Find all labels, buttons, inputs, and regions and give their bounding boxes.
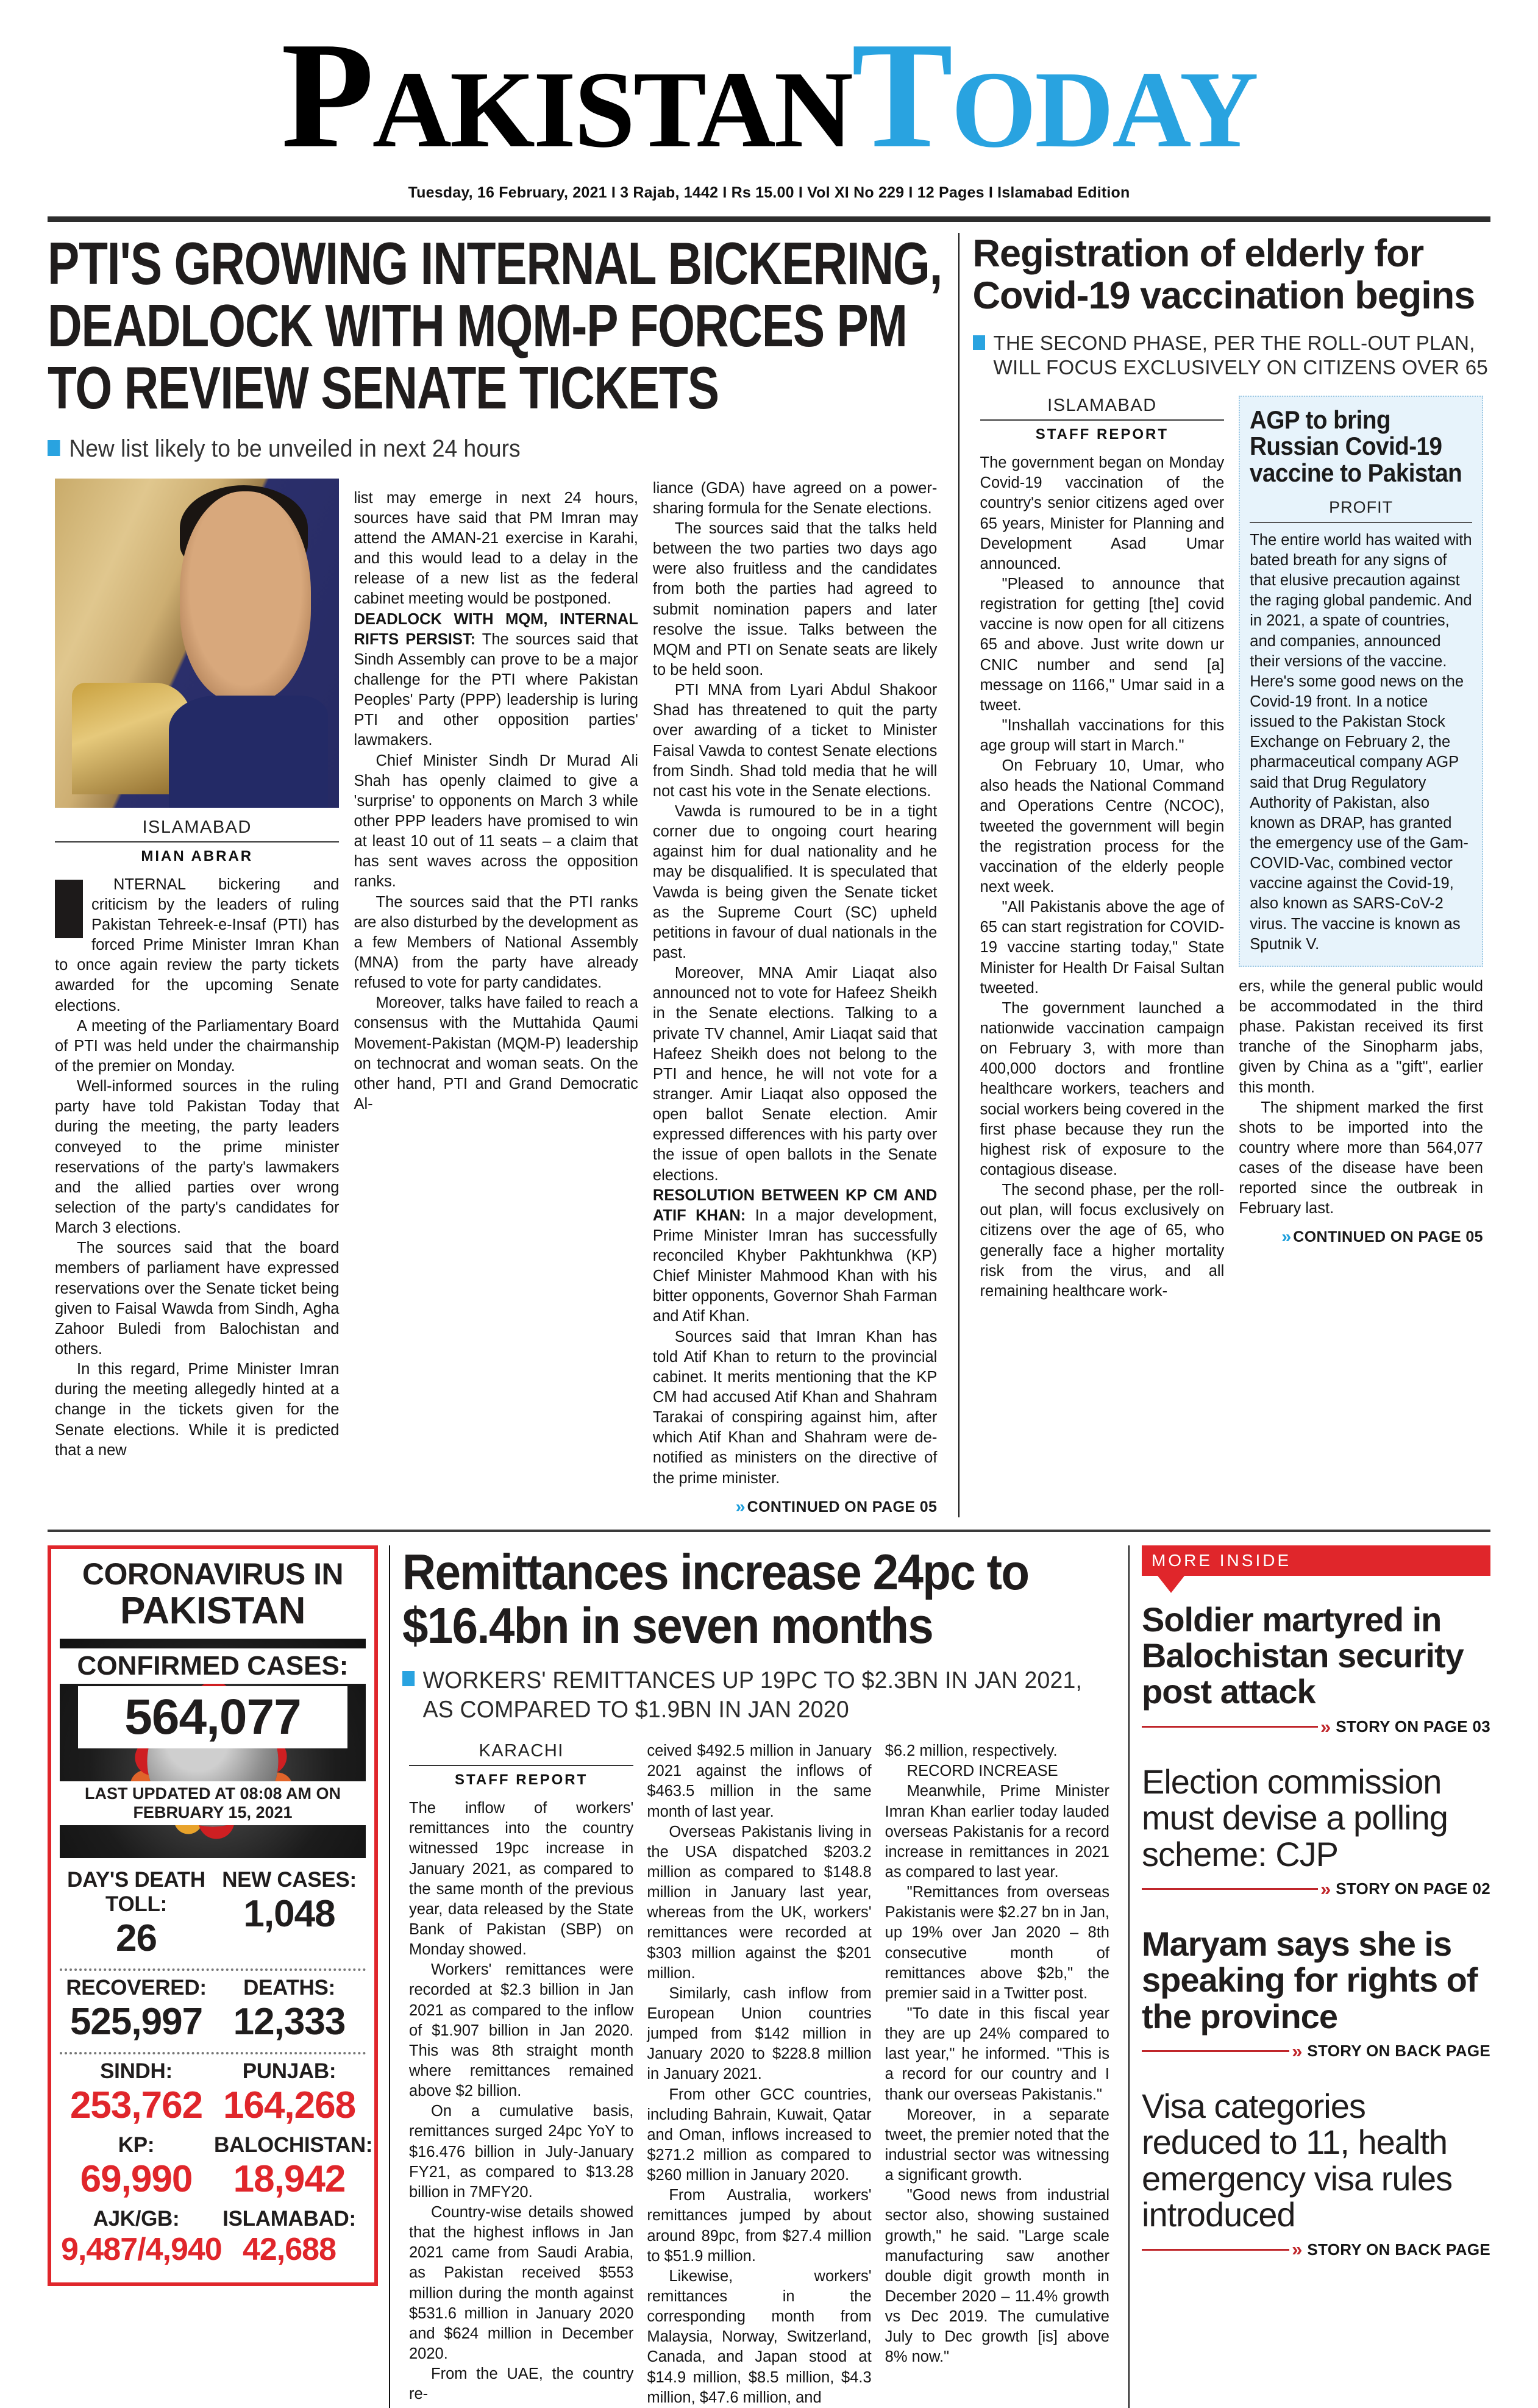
stat-label: BALOCHISTAN:: [214, 2132, 373, 2157]
covid-p5: "All Pakistanis above the age of 65 can start registration for COVID-19 vaccine starting today," State Minister for Health Dr Faisal Sultan tweeted.: [980, 899, 1225, 997]
rem-c2-p1: ceived $492.5 million in January 2021 against the inflows of $463.5 million in the same month of last year.: [647, 1742, 872, 1820]
more-inside-link[interactable]: [1142, 1716, 1490, 1738]
lead-c2-p3: Chief Minister Sindh Dr Murad Ali Shah has openly claimed to give a 'surprise' to opponents on March 3 while other PPP leaders have promised to win at least 10 out of 11 seats – a claim that has sent waves across the opposition ranks.: [354, 752, 638, 891]
rem-c3-subhead: RECORD INCREASE: [906, 1762, 1058, 1780]
remittances-column-2: [640, 1741, 878, 2408]
stat-label: DEATHS:: [243, 1975, 335, 2000]
lead-c2-p5: Moreover, talks have failed to reach a consensus with the Muttahida Qaumi Movement-Pakistan (MQM-P) leadership on technocrat and woman seats. On the other hand, PTI and Grand Democratic Al-: [354, 994, 638, 1113]
stat-cell: [213, 2057, 366, 2131]
remittances-kicker: [402, 1666, 1115, 1726]
remittances-body-col1: [409, 1798, 633, 2404]
lead-column-3: [646, 479, 944, 1517]
lead-column-2: [346, 479, 645, 1517]
rem-c2-p3: Similarly, cash inflow from European Union countries jumped from $142 million in January 2020 to $228.8 million in January 2021.: [647, 1984, 872, 2083]
covid-kicker-text: THE SECOND PHASE, PER THE ROLL-OUT PLAN, WILL FOCUS EXCLUSIVELY ON CITIZENS OVER 65: [993, 331, 1489, 379]
lead-c3-p1: liance (GDA) have agreed on a power-sharing formula for the Senate elections.: [652, 479, 938, 517]
stat-label: DAY'S DEATH TOLL:: [67, 1867, 205, 1916]
lead-c3-p2: The sources said that the talks held between the two parties two days ago were also fruitless and the candidates from both the parties had agreed to submit nomination papers and later resolve the issue. Talks between the MQM and PTI on Senate seats are likely to be held soon.: [652, 520, 938, 679]
stat-label: ISLAMABAD:: [223, 2206, 356, 2231]
covid-p8: ers, while the general public would be accommodated in the third phase. Pakistan received its first tranche of the Sinopharm jabs, given by China as a "gift", earlier this month.: [1239, 977, 1483, 1096]
stat-cell: [213, 1973, 366, 2047]
lead-body-col1: [55, 875, 339, 1461]
lead-c2-p2: DEADLOCK WITH MQM, INTERNAL RIFTS PERSIST: The sources said that Sindh Assembly can prove to be a major challenge for the PTI where Pakistan Peoples' Party (PPP) leadership is luring PTI and other opposition parties' lawmakers.: [354, 610, 638, 749]
remittances-column-1: [402, 1741, 640, 2408]
covid-headline[interactable]: Registration of elderly for Covid-19 vaccination begins: [972, 232, 1475, 318]
virus-graphic: [60, 1639, 366, 1858]
link-line: [1142, 1888, 1318, 1890]
rem-c3-p1: $6.2 million, respectively.: [885, 1742, 1058, 1760]
more-inside-link-text: STORY ON PAGE 02: [1336, 1879, 1490, 1898]
rem-c2-p2: Overseas Pakistanis living in the USA dispatched $203.2 million as compared to $148.8 million in January last year, whereas from the UK, workers' remittances were recorded at $303 million against the $201 million.: [647, 1823, 872, 1982]
lead-p5: In this regard, Prime Minister Imran during the meeting allegedly hinted at a change in the tickets given for the Senate elections. While it is predicted that a new: [55, 1361, 340, 1459]
confirmed-cases-value: 564,077: [78, 1686, 347, 1748]
lead-dateline: [55, 818, 339, 865]
covid-p1: The government began on Monday Covid-19 vaccination of the country's senior citizens aged over 65 years, Minister for Planning and Development Asad Umar announced.: [980, 454, 1225, 572]
covid-body-col2: [1239, 977, 1483, 1219]
more-inside-item[interactable]: [1142, 1601, 1490, 1738]
remittances-byline: STAFF REPORT: [455, 1772, 588, 1789]
top-stories-block: [48, 230, 1490, 1517]
confirmed-cases-label: CONFIRMED CASES:: [60, 1648, 366, 1684]
rem-c3-p5: Moreover, in a separate tweet, the premier noted that the industrial sector was witnessing a significant growth.: [885, 2106, 1109, 2184]
more-inside-title[interactable]: Visa categories reduced to 11, health emergency visa rules introduced: [1142, 2086, 1453, 2234]
lead-c2-subhead: DEADLOCK WITH MQM, INTERNAL RIFTS PERSIST:: [354, 610, 638, 648]
agp-sidebar-box: [1239, 396, 1483, 967]
last-updated-text: LAST UPDATED AT 08:08 AM ON FEBRUARY 15, 2021: [60, 1781, 366, 1825]
covid-p9: The shipment marked the first shots to be imported into the country where more than 564,077 cases of the disease have been reported since the outbreak in February last.: [1239, 1099, 1483, 1217]
chevron-right-icon: »: [1292, 2239, 1298, 2260]
lead-c3-p7: Sources said that Imran Khan has told Atif Khan to return to the provincial cabinet. It merits mentioning that the KP CM had accused Atif Khan and Shahram Tarakai of conspiring against him, after which Atif Khan and Shahram were de-notified as ministers on the directive of the prime minister.: [652, 1328, 938, 1487]
stat-cell: [60, 1865, 213, 1964]
stat-value: 9,487/4,940: [61, 2231, 222, 2267]
stat-label: KP:: [118, 2132, 155, 2157]
stat-cell: [60, 2131, 213, 2204]
stat-divider: [60, 1968, 366, 1971]
covid-continued-text: CONTINUED ON PAGE 05: [1293, 1228, 1483, 1246]
stat-cell: [213, 2204, 366, 2271]
stat-value: 26: [116, 1917, 157, 1959]
more-inside-panel: [1130, 1545, 1490, 2408]
lead-kicker-text: New list likely to be unveiled in next 24 hours: [69, 435, 521, 462]
lead-continued-text: CONTINUED ON PAGE 05: [747, 1498, 938, 1516]
remittances-body-col2: [647, 1741, 871, 2408]
lead-city: ISLAMABAD: [55, 818, 339, 842]
remittances-dateline: [409, 1741, 633, 1789]
rem-c3-p2: Meanwhile, Prime Minister Imran Khan earlier today lauded overseas Pakistanis for a record increase in remittances in 2021 as compared to last year.: [885, 1783, 1109, 1881]
remittances-headline[interactable]: Remittances increase 24pc to $16.4bn in seven months: [402, 1543, 1029, 1654]
rem-c2-p4: From other GCC countries, including Bahrain, Kuwait, Qatar and Oman, inflows increased to $271.2 million as compared to $260 million in January 2020.: [647, 2086, 872, 2184]
covid-continued-link[interactable]: [1239, 1227, 1483, 1247]
lead-p4: The sources said that the board members of parliament have expressed reservations over the Senate ticket being given to Faisal Wawda from Sindh, Agha Zahoor Buledi from Balochistan and others.: [55, 1239, 340, 1358]
stat-value: 1,048: [243, 1892, 335, 1935]
stat-cell: [60, 1973, 213, 2047]
stat-label: PUNJAB:: [242, 2059, 336, 2083]
rem-c1-p3: On a cumulative basis, remittances surged 24pc YoY to $16.476 billion in July-January FY21, as compared to $13.28 billion in 7MFY20.: [409, 2103, 634, 2201]
covid-dateline: [980, 396, 1225, 443]
chevron-right-icon: »: [1320, 1715, 1326, 1737]
lead-column-1: [48, 479, 346, 1517]
chevron-right-icon: »: [1320, 1878, 1326, 1900]
covid-column-1: [973, 396, 1232, 1302]
corona-title-line1: CORONAVIRUS IN: [82, 1556, 344, 1591]
rem-c3-p6: "Good news from industrial sector also, showing sustained growth," he said. "Large scale manufacturing saw another double digit growth month in December 2020 – 11.4% growth vs Dec 2019. The cumulative July to Dec growth [is] above 8% now.": [885, 2187, 1109, 2366]
stat-value: 18,942: [233, 2157, 346, 2200]
covid-p4: On February 10, Umar, who also heads the National Command and Operations Centre (NCOC), tweeted the government will begin the registration process for the vaccination of the elderly people next week.: [980, 757, 1225, 896]
covid-kicker: [973, 331, 1490, 380]
rem-c1-p4: Country-wise details showed that the highest inflows in Jan 2021 came from Saudi Arabia, as Pakistan received $553 million during the month against $531.6 million in January 2020 and $624 million in December 2020.: [409, 2204, 634, 2362]
face-shape: [180, 491, 311, 702]
stat-label: RECOVERED:: [66, 1975, 207, 2000]
chevron-right-icon: »: [735, 1497, 741, 1517]
rem-c3-p3: "Remittances from overseas Pakistanis were $2.27 bn in Jan, up 19% over Jan 2020 – 8th consecutive month of remittances above $2b," the premier said in a Twitter post.: [885, 1884, 1109, 2002]
vest-shape: [169, 696, 328, 808]
lead-c3-subhead: RESOLUTION BETWEEN KP CM AND ATIF KHAN:: [652, 1186, 938, 1224]
covid-city: ISLAMABAD: [980, 396, 1225, 421]
remittances-column-3: [878, 1741, 1116, 2408]
stat-cell: [213, 1865, 366, 1964]
corona-title-line2: PAKISTAN: [120, 1589, 305, 1632]
covid-body-col1: [980, 453, 1225, 1302]
rem-c1-p1: The inflow of workers' remittances into the country witnessed 19pc increase in January 2021, as compared to the same month of the previous year, data released by the State Bank of Pakistan (SBP) on Monday showed.: [409, 1800, 634, 1959]
imran-khan-photo: [55, 479, 339, 808]
lead-p1: NTERNAL bickering and criticism by the leaders of ruling Pakistan Tehreek-e-Insaf (PTI) has forced Prime Minister Imran Khan to once again review the party tickets awarded for the upcoming Senate elections.: [55, 875, 340, 1014]
corona-stats-grid: [60, 1865, 373, 2271]
more-inside-link[interactable]: [1142, 2239, 1490, 2260]
stat-value: 164,268: [223, 2084, 356, 2126]
bullet-square-icon: [48, 440, 60, 456]
masthead-today: TODAY: [851, 11, 1257, 180]
bullet-square-icon: [973, 335, 985, 350]
lead-story: [48, 230, 959, 1517]
lead-c3-p4: Vawda is rumoured to be in a tight corner due to ongoing court hearing against him for dual nationality and he may be disqualified. It is speculated that Vawda is being given the Senate ticket as the Supreme Court (SC) upheld petitions in favour of dual nationals in the past.: [652, 802, 938, 961]
stat-label: NEW CASES:: [222, 1867, 357, 1892]
link-line: [1142, 1726, 1318, 1728]
more-inside-item[interactable]: [1142, 1926, 1490, 2062]
covid-byline: STAFF REPORT: [1035, 426, 1169, 443]
masthead: [48, 0, 1490, 202]
remittances-city: KARACHI: [409, 1741, 633, 1766]
covid-p6: The government launched a nationwide vaccination campaign on February 3, with more than 400,000 doctors and frontline healthcare workers, teachers and social workers being covered in the first phase because they run the highest risk of exposure to the contagious disease.: [980, 999, 1225, 1179]
remittances-story: [389, 1545, 1130, 2408]
lead-c2-p4: The sources said that the PTI ranks are also disturbed by the development as a few Members of National Assembly (MNA) from the party have already refused to vote for party candidates.: [354, 893, 638, 992]
agp-source: PROFIT: [1250, 498, 1472, 523]
stat-label: AJK/GB:: [93, 2206, 180, 2231]
coronavirus-panel: [48, 1545, 378, 2286]
lead-c2-p1: list may emerge in next 24 hours, sources have said that PM Imran may attend the AMAN-21 exercise in Karahi, and this would lead to a delay in the release of a new list as the federal cabinet meeting would be postponed.: [354, 489, 638, 608]
chevron-right-icon: »: [1292, 2040, 1298, 2062]
lead-c3-p3: PTI MNA from Lyari Abdul Shakoor Shad has threatened to quit the party over awarding of a ticket to Minister Faisal Vawda to contest Senate elections from Sindh. Shad told media that he will not cast his vote in the Senate elections.: [652, 682, 938, 800]
coronavirus-panel-wrapper: [48, 1545, 389, 2408]
rem-c1-p2: Workers' remittances were recorded at $2.3 billion in Jan 2021 as compared to the inflow of $1.907 billion in Jan 2020. This was 8th straight month where remittances remained above $2 billion.: [409, 1961, 634, 2100]
masthead-divider: [48, 216, 1490, 222]
more-inside-title[interactable]: Soldier martyred in Balochistan security post attack: [1142, 1600, 1464, 1711]
lead-headline[interactable]: PTI'S GROWING INTERNAL BICKERING, DEADLOCK WITH MQM-P FORCES PM TO REVIEW SENATE TICKETS: [48, 230, 942, 421]
more-inside-title[interactable]: Election commission must devise a polling scheme: CJP: [1142, 1762, 1448, 1873]
more-inside-link-text: STORY ON PAGE 03: [1336, 1717, 1490, 1736]
agp-body: The entire world has waited with bated breath for any signs of that elusive precaution against the raging global pandemic. And in 2021, a spate of countries, and companies, announced their versions of the vaccine. Here's some good news on the Covid-19 front. In a notice issued to the Pakistan Stock Exchange on February 2, the pharmaceutical company AGP said that Drug Regulatory Authority of Pakistan, also known as DRAP, has granted the emergency use of the Gam-COVID-Vac, combined vector vaccine against the Covid-19, also known as SARS-CoV-2 virus. The vaccine is known as Sputnik V.: [1250, 531, 1472, 953]
lead-body-col3: [653, 479, 937, 1489]
drop-cap: [55, 880, 83, 938]
stat-cell: [60, 2057, 213, 2131]
rem-c3-p4: "To date in this fiscal year they are up 24% compared to last year," he informed. "This is a record for our country and I thank our overseas Pakistanis.": [885, 2005, 1109, 2103]
bottom-block: [48, 1545, 1490, 2408]
more-inside-link[interactable]: [1142, 2040, 1490, 2062]
covid-p3: "Inshallah vaccinations for this age group will start in March.": [980, 716, 1225, 755]
stat-value: 525,997: [69, 2000, 203, 2043]
lead-p2: A meeting of the Parliamentary Board of PTI was held under the chairmanship of the premier on Monday.: [55, 1017, 340, 1075]
lead-story-columns: [48, 479, 945, 1517]
covid-column-2: [1231, 396, 1490, 1302]
link-line: [1142, 2249, 1289, 2251]
lead-kicker: [48, 435, 940, 463]
remittances-columns: [402, 1741, 1116, 2408]
chevron-right-icon: »: [1281, 1227, 1287, 1247]
remittances-body-col3: [885, 1741, 1109, 2367]
covid-story: [959, 233, 1490, 1517]
link-line: [1142, 2050, 1289, 2052]
section-divider: [48, 1530, 1490, 1532]
stat-cell: [60, 2204, 222, 2271]
covid-p7: The second phase, per the roll-out plan, will focus exclusively on citizens over the age of 65, who generally face a higher mortality risk from the virus, and all remaining healthcare work-: [980, 1181, 1225, 1300]
stat-label: SINDH:: [100, 2059, 173, 2083]
masthead-pakistan: PAKISTAN: [281, 11, 852, 180]
bullet-square-icon: [402, 1671, 415, 1686]
more-inside-link-text: STORY ON BACK PAGE: [1307, 2042, 1490, 2061]
more-inside-title[interactable]: Maryam says she is speaking for rights of the province: [1142, 1924, 1478, 2036]
stat-value: 69,990: [80, 2157, 193, 2200]
lead-continued-link[interactable]: [653, 1497, 937, 1517]
masthead-dateline: Tuesday, 16 February, 2021 I 3 Rajab, 1442 I Rs 15.00 I Vol XI No 229 I 12 Pages I Islamabad Edition: [408, 184, 1130, 201]
rem-c2-p6: Likewise, workers' remittances in the corresponding month from Malaysia, Norway, Switzerland, Canada, and Japan stood at $14.9 million, $8.5 million, $4.3 million, $47.6 million, and: [647, 2267, 872, 2406]
agp-title[interactable]: AGP to bring Russian Covid-19 vaccine to Pakistan: [1250, 405, 1462, 487]
rem-c1-p5: From the UAE, the country re-: [409, 2365, 634, 2403]
stat-value: 12,333: [233, 2000, 346, 2043]
stat-cell: [213, 2131, 373, 2204]
stat-divider: [60, 2052, 366, 2054]
rem-c2-p5: From Australia, workers' remittances jumped by about around 89pc, from $27.4 million to $51.9 million.: [647, 2187, 872, 2265]
lead-c3-p5: Moreover, MNA Amir Liaqat also announced not to vote for Hafeez Sheikh in the Senate elections. Talking to a private TV channel, Amir Liaqat said that Hafeez Sheikh does not belong to the PTI and hence, he will not vote for a stranger. Amir Liaqat also opposed the open ballot Senate election. Amir expressed differences with his party over the issue of open ballots in the Senate elections.: [652, 964, 938, 1184]
more-inside-link-text: STORY ON BACK PAGE: [1307, 2240, 1490, 2259]
masthead-title: [48, 11, 1490, 180]
more-inside-item[interactable]: [1142, 2088, 1490, 2260]
covid-p2: "Pleased to announce that registration for getting [the] covid vaccine is now open for all citizens 65 and above. Just write down ur CNIC number and send [a] message on 1166," Umar said in a tweet.: [980, 575, 1225, 714]
covid-columns: [973, 396, 1490, 1302]
lead-byline: MIAN ABRAR: [141, 847, 254, 864]
stat-value: 42,688: [242, 2231, 336, 2267]
more-inside-header: MORE INSIDE: [1142, 1545, 1490, 1576]
remittances-kicker-text: WORKERS' REMITTANCES UP 19PC TO $2.3BN IN JAN 2021, AS COMPARED TO $1.9BN IN JAN 2020: [422, 1667, 1083, 1723]
stat-value: 253,762: [69, 2084, 203, 2126]
more-inside-link[interactable]: [1142, 1878, 1490, 1900]
lead-body-col2: [354, 488, 638, 1114]
more-inside-item[interactable]: [1142, 1764, 1490, 1900]
lead-c3-p6: RESOLUTION BETWEEN KP CM AND ATIF KHAN: In a major development, Prime Minister Imran has successfully reconciled Khyber Pakhtunkhwa (KP) Chief Minister Mahmood Khan with his bitter opponents, Governor Shah Farman and Atif Khan.: [652, 1186, 938, 1325]
lead-p3: Well-informed sources in the ruling party have told Pakistan Today that during the meeting, the party leaders conveyed to the prime minister reservations of the party's lawmakers and the allied parties over wrong selection of the party's candidates for March 3 elections.: [55, 1078, 340, 1237]
